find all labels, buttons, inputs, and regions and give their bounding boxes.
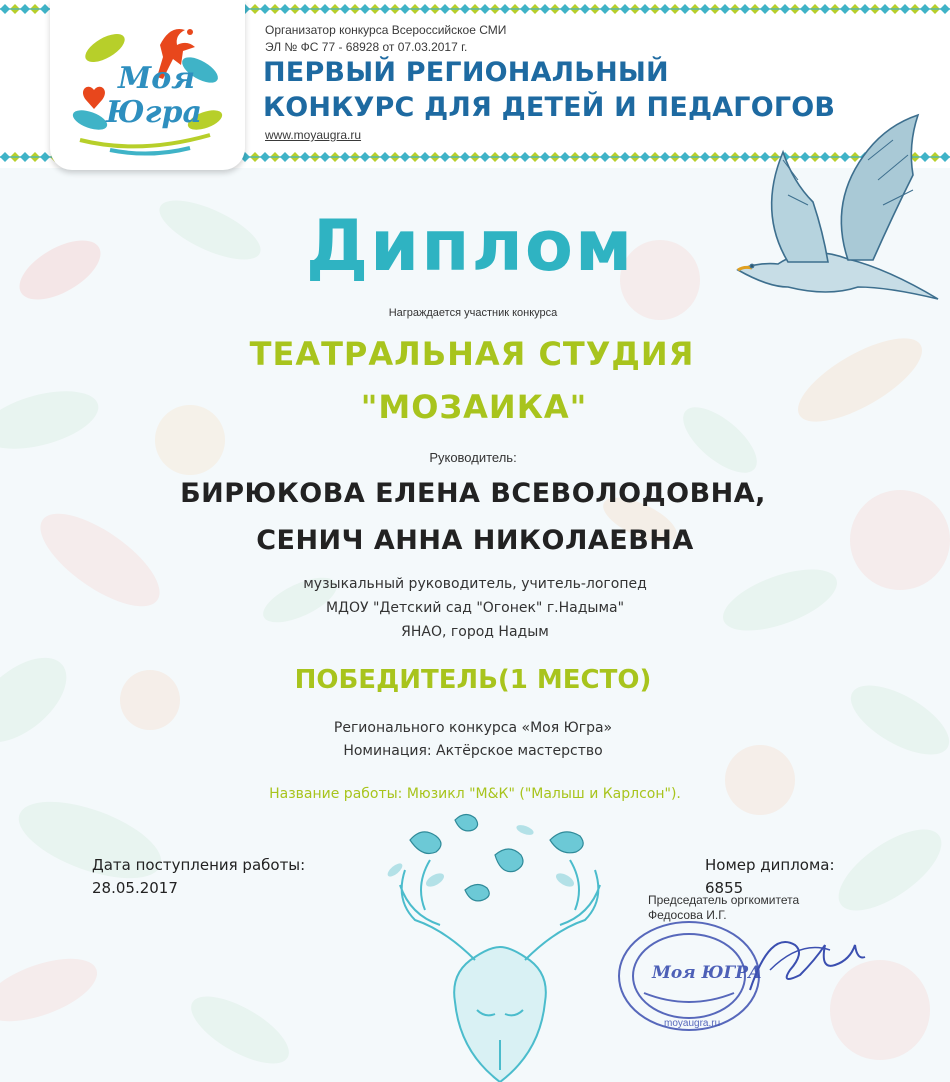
committee-chair-name: Федосова И.Г.	[648, 908, 727, 922]
diploma-number-value: 6855	[705, 879, 744, 897]
stamp-center-text: Моя ЮГРА	[652, 963, 762, 983]
deer-with-birds-illustration	[365, 810, 635, 1082]
submission-date-value: 28.05.2017	[92, 879, 178, 897]
diploma-title: Диплом	[305, 205, 635, 287]
institution-location: ЯНАО, город Надым	[401, 624, 549, 640]
leader-label: Руководитель:	[429, 450, 517, 465]
award-result: ПОБЕДИТЕЛЬ(1 МЕСТО)	[294, 665, 652, 695]
contest-title-line-1: ПЕРВЫЙ РЕГИОНАЛЬНЫЙ	[263, 57, 669, 88]
signature	[740, 920, 870, 1010]
awarded-label: Награждается участник конкурса	[388, 307, 558, 319]
committee-chair-label: Председатель оргкомитета	[648, 893, 800, 907]
work-title: Название работы: Мюзикл "М&К" ("Малыш и Карлсон").	[269, 786, 681, 802]
leader-position: музыкальный руководитель, учитель-логопед	[303, 576, 647, 592]
logo-text-top: Моя	[118, 61, 196, 96]
studio-name-line-2: "МОЗАИКА"	[360, 388, 588, 426]
diploma-number-label: Номер диплома:	[705, 856, 835, 874]
logo-emblem	[50, 0, 245, 170]
contest-name: Регионального конкурса «Моя Югра»	[333, 720, 613, 736]
stamp-bottom-text: moyaugra.ru	[664, 1018, 721, 1029]
leader-names-line-1: БИРЮКОВА ЕЛЕНА ВСЕВОЛОДОВНА,	[180, 478, 766, 509]
organizer-line-2: ЭЛ № ФС 77 - 68928 от 07.03.2017 г.	[265, 40, 468, 54]
submission-date-label: Дата поступления работы:	[92, 856, 306, 874]
logo-text-bottom: Югра	[106, 95, 202, 130]
leader-names-line-2: СЕНИЧ АННА НИКОЛАЕВНА	[256, 525, 694, 556]
website-link[interactable]: www.moyaugra.ru	[265, 128, 362, 142]
nomination: Номинация: Актёрское мастерство	[343, 743, 603, 759]
contest-title-line-2: КОНКУРС ДЛЯ ДЕТЕЙ И ПЕДАГОГОВ	[263, 92, 836, 123]
studio-name-line-1: ТЕАТРАЛЬНАЯ СТУДИЯ	[249, 335, 695, 373]
institution-name: МДОУ "Детский сад "Огонек" г.Надыма"	[325, 600, 625, 616]
organizer-line-1: Организатор конкурса Всероссийское СМИ	[265, 23, 507, 37]
logo	[50, 0, 245, 170]
